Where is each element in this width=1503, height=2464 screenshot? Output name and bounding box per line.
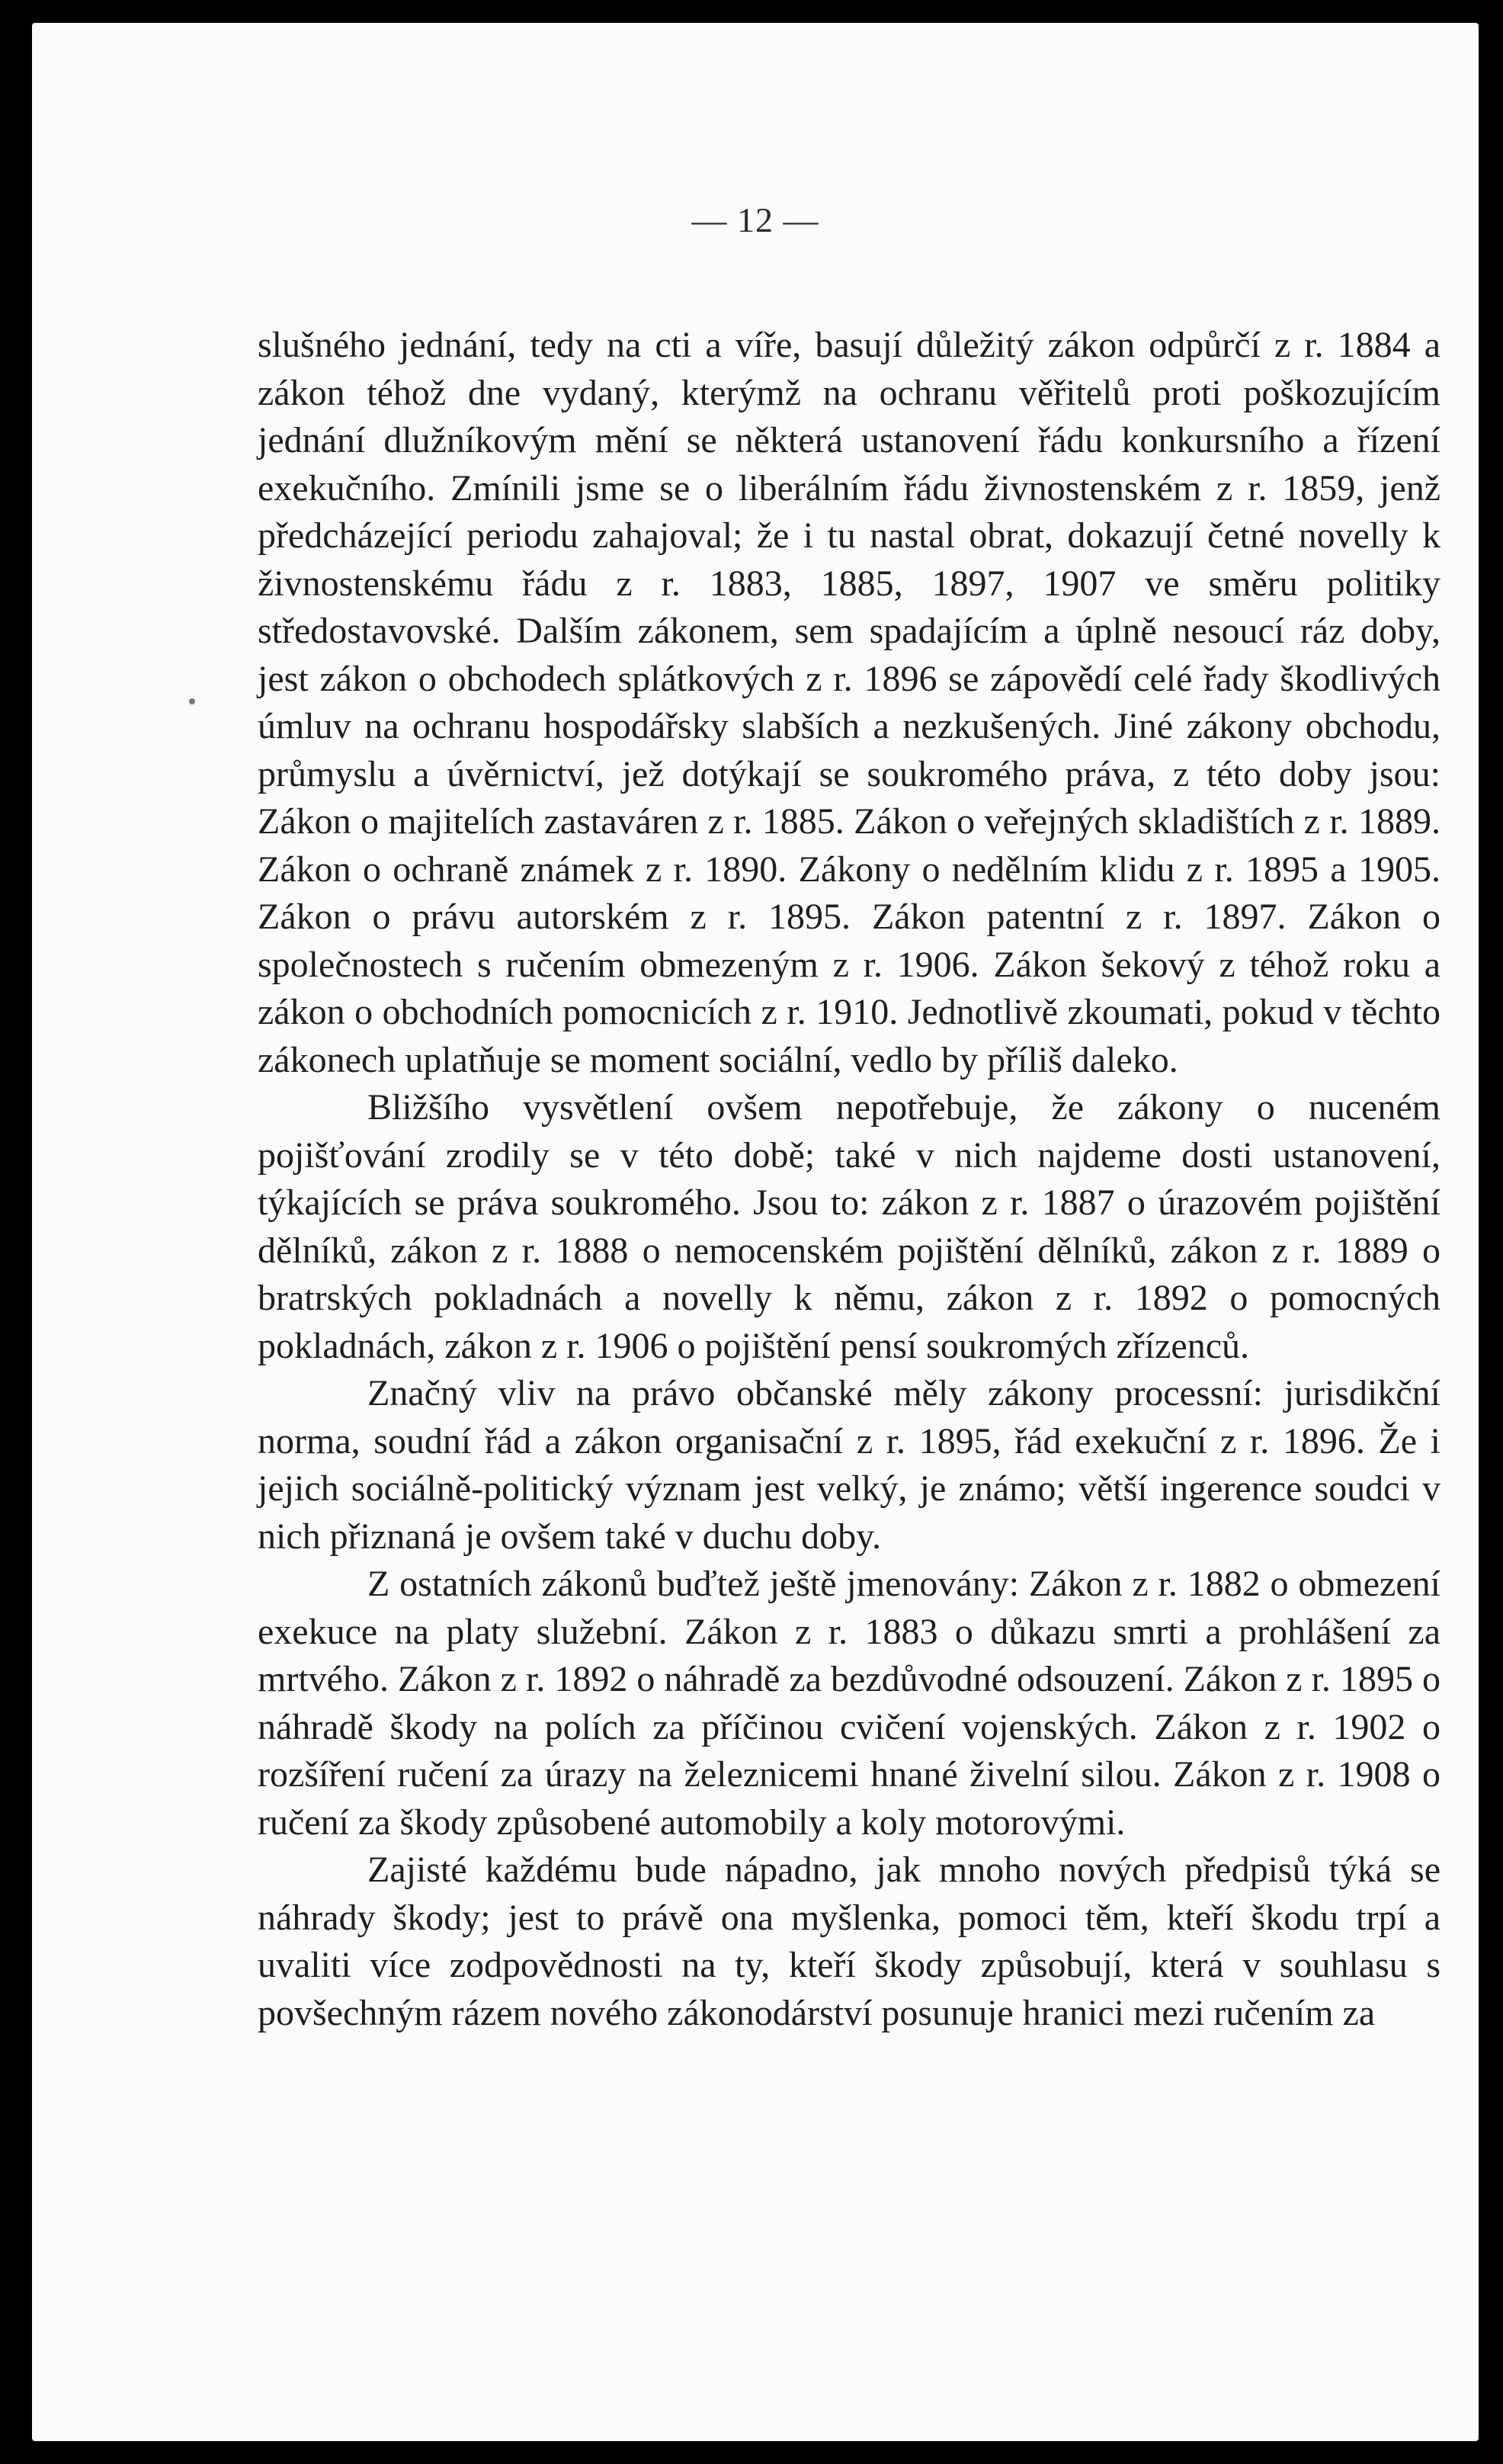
book-page bbox=[32, 23, 1479, 2441]
paragraph-1: slušného jednání, tedy na cti a víře, basují důležitý zákon odpůrčí z r. 1884 a zákon téhož dne vydaný, kterýmž na ochranu věřitelů proti poškozujícím jednání dlužníkovým mění se některá ustanovení řádu konkursního a řízení exekučního. Zmínili jsme se o liberálním řádu živnostenském z r. 1859, jenž předcházející periodu zahajoval; že i tu nastal obrat, dokazují četné novelly k živnostenskému řádu z r. 1883, 1885, 1897, 1907 ve směru politiky středostavovské. Dalším zákonem, sem spadajícím a úplně nesoucí ráz doby, jest zákon o obchodech splátkových z r. 1896 se zápovědí celé řady škodlivých úmluv na ochranu hospodářsky slabších a nezkušených. Jiné zákony obchodu, průmyslu a úvěrnictví, jež dotýkají se soukromého práva, z této doby jsou: Zákon o majitelích zastaváren z r. 1885. Zákon o veřejných skladištích z r. 1889. Zákon o ochraně známek z r. 1890. Zákony o nedělním klidu z r. 1895 a 1905. Zákon o právu autorském z r. 1895. Zákon patentní z r. 1897. Zákon o společnostech s ručením obmezeným z r. 1906. Zákon šekový z téhož roku a zákon o obchodních pomocnicích z r. 1910. Jednotlivě zkoumati, pokud v těchto zákonech uplatňuje se moment sociální, vedlo by příliš daleko. bbox=[258, 325, 1441, 1080]
scan-frame bbox=[0, 0, 1503, 23]
paragraph-2: Bližšího vysvětlení ovšem nepotřebuje, že zákony o nuceném pojišťování zrodily se v této době; také v nich najdeme dosti ustanovení, týkajících se práva soukromého. Jsou to: zákon z r. 1887 o úrazovém pojištění dělníků, zákon z r. 1888 o nemocenském pojištění dělníků, zákon z r. 1889 o bratrských pokladnách a novelly k němu, zákon z r. 1892 o pomocných pokladnách, zákon z r. 1906 o pojištění pensí soukromých zřízenců. bbox=[258, 1087, 1441, 1366]
paragraph-4: Z ostatních zákonů buďtež ještě jmenovány: Zákon z r. 1882 o obmezení exekuce na platy služební. Zákon z r. 1883 o důkazu smrti a prohlášení za mrtvého. Zákon z r. 1892 o náhradě za bezdůvodné odsouzení. Zákon z r. 1895 o náhradě škody na polích za příčinou cvičení vojenských. Zákon z r. 1902 o rozšíření ručení za úrazy na železnicemi hnané živelní silou. Zákon z r. 1908 o ručení za škody způsobené automobily a koly motorovými. bbox=[258, 1564, 1441, 1843]
scan-speck bbox=[189, 698, 195, 704]
paragraph-3: Značný vliv na právo občanské měly zákony processní: jurisdikční norma, soudní řád a zákon organisační z r. 1895, řád exekuční z r. 1896. Že i jejich sociálně-politický význam jest velký, je známo; větší ingerence soudci v nich přiznaná je ovšem také v duchu doby. bbox=[258, 1373, 1441, 1557]
paragraph-5: Zajisté každému bude nápadno, jak mnoho nových předpisů týká se náhrady škody; jest to právě ona myšlenka, pomoci těm, kteří škodu trpí a uvaliti více zodpovědnosti na ty, kteří škody způsobují, která v souhlasu s povšechným rázem nového zákonodárství posunuje hranici mezi ručením za bbox=[258, 1850, 1441, 2033]
page-number: — 12 — bbox=[691, 201, 819, 239]
body-text bbox=[258, 322, 1441, 2037]
